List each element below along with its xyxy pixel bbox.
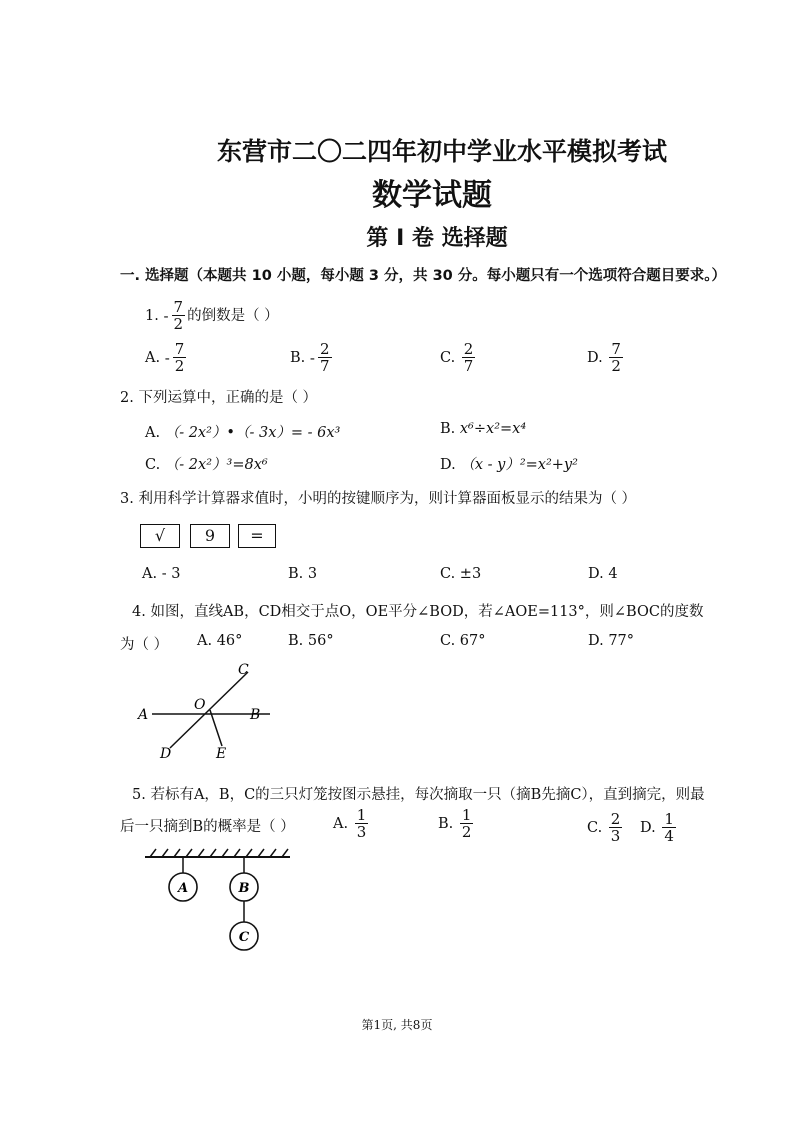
point-c-label: C bbox=[238, 662, 249, 678]
q5-option-c-num: 2 bbox=[610, 810, 621, 828]
q1-option-d-fraction bbox=[609, 342, 623, 374]
q5-option-d-label: D. bbox=[640, 820, 656, 836]
q3-option-d bbox=[588, 566, 618, 582]
q1-option-a-fraction bbox=[173, 342, 187, 374]
q3-option-a-text: - 3 bbox=[161, 566, 181, 582]
question-4-stem-line2: 为（ ） bbox=[120, 637, 169, 653]
lantern-c-label: C bbox=[238, 930, 250, 945]
key-equals-label: = bbox=[250, 526, 264, 545]
q4-option-b-text: 56° bbox=[307, 633, 334, 649]
q3-option-d-label: D. bbox=[588, 566, 604, 582]
question-5-stem-line2: 后一只摘到B的概率是（ ） bbox=[120, 819, 295, 835]
key-equals bbox=[238, 524, 276, 548]
q1-option-a bbox=[145, 342, 188, 374]
sqrt-icon: √ bbox=[154, 526, 166, 545]
q1-fraction-num: 7 bbox=[173, 298, 184, 316]
point-o-label: O bbox=[194, 697, 206, 713]
q1-fraction bbox=[172, 300, 186, 332]
q1-option-b bbox=[290, 342, 334, 374]
q1-option-d-den: 2 bbox=[611, 357, 621, 375]
q5-option-d-den: 4 bbox=[664, 827, 674, 845]
question-2-stem: 2. 下列运算中，正确的是（ ） bbox=[120, 390, 318, 406]
lantern-a-label: A bbox=[177, 881, 189, 896]
q3-option-d-text: 4 bbox=[608, 566, 618, 582]
q3-option-b-label: B. bbox=[288, 566, 304, 582]
question-1 bbox=[145, 300, 279, 332]
q2-option-b-text: x⁶÷x²=x⁴ bbox=[459, 421, 527, 437]
q1-option-b-sign: - bbox=[309, 349, 315, 367]
q2-option-a-text: （- 2x²）•（- 3x）= - 6x³ bbox=[164, 425, 341, 441]
q4-option-a-label: A. bbox=[197, 633, 213, 649]
q1-option-b-num: 2 bbox=[319, 340, 330, 358]
q3-option-a-label: A. bbox=[142, 566, 158, 582]
q5-option-c-den: 3 bbox=[610, 827, 621, 845]
q1-option-c-label: C. bbox=[440, 350, 456, 366]
q1-option-d-num: 7 bbox=[611, 340, 621, 358]
q5-option-d bbox=[640, 812, 678, 844]
q1-option-c-den: 7 bbox=[463, 357, 474, 375]
q5-option-b-fraction bbox=[460, 808, 474, 840]
q4-option-c-label: C. bbox=[440, 633, 456, 649]
q1-option-b-den: 7 bbox=[319, 357, 330, 375]
q3-option-a bbox=[142, 566, 180, 582]
q3-option-c bbox=[440, 566, 481, 582]
lantern-b-label: B bbox=[238, 881, 250, 896]
q1-option-d bbox=[587, 342, 625, 374]
q4-option-b bbox=[288, 633, 334, 649]
point-a-label: A bbox=[138, 707, 149, 723]
q4-option-d-label: D. bbox=[588, 633, 604, 649]
line-cd bbox=[170, 672, 248, 748]
question-3-stem: 3. 利用科学计算器求值时，小明的按键顺序为，则计算器面板显示的结果为（ ） bbox=[120, 491, 637, 507]
q5-option-d-fraction bbox=[662, 812, 676, 844]
q2-option-c-text: （- 2x²）³=8x⁶ bbox=[164, 457, 268, 473]
q5-option-b bbox=[438, 808, 475, 840]
point-e-label: E bbox=[216, 746, 227, 762]
q5-option-a bbox=[333, 808, 370, 840]
q4-figure bbox=[130, 658, 280, 766]
q5-option-a-fraction bbox=[355, 808, 369, 840]
q2-option-d-label: D. bbox=[440, 457, 456, 473]
q3-option-c-text: ±3 bbox=[459, 566, 482, 582]
key-9 bbox=[190, 524, 230, 548]
exam-title: 东营市二〇二四年初中学业水平模拟考试 bbox=[216, 137, 667, 166]
q1-fraction-den: 2 bbox=[173, 315, 184, 333]
q4-option-c-text: 67° bbox=[459, 633, 486, 649]
q2-option-b-label: B. bbox=[440, 421, 456, 437]
q5-option-b-label: B. bbox=[438, 816, 454, 832]
q1-option-c bbox=[440, 342, 477, 374]
q2-option-c-label: C. bbox=[145, 457, 161, 473]
q2-option-d-text: （x - y）²=x²+y² bbox=[460, 457, 578, 473]
q2-option-a-label: A. bbox=[145, 425, 161, 441]
q1-stem-tail: 的倒数是（ ） bbox=[187, 308, 279, 324]
q4-option-b-label: B. bbox=[288, 633, 304, 649]
question-5-stem-line1: 5. 若标有A，B，C的三只灯笼按图示悬挂，每次摘取一只（摘B先摘C），直到摘完，则最 bbox=[132, 787, 705, 803]
section-heading: 一. 选择题（本题共 10 小题，每小题 3 分，共 30 分。每小题只有一个选项符合题目要求。） bbox=[120, 268, 727, 284]
q2-option-c bbox=[145, 453, 268, 474]
point-d-label: D bbox=[160, 746, 172, 762]
q1-option-a-label: A. bbox=[145, 350, 161, 366]
volume-title: 第 I 卷 选择题 bbox=[366, 226, 508, 251]
q5-option-c-fraction bbox=[609, 812, 623, 844]
q5-option-c bbox=[587, 812, 624, 844]
q1-option-b-fraction bbox=[318, 342, 332, 374]
q1-option-a-den: 2 bbox=[174, 357, 185, 375]
question-4-stem-line1: 4. 如图，直线AB，CD相交于点O，OE平分∠BOD，若∠AOE=113°，则∠BOC的度数 bbox=[132, 604, 704, 620]
q5-option-c-label: C. bbox=[587, 820, 603, 836]
q1-number: 1. bbox=[145, 308, 159, 324]
key-9-label: 9 bbox=[204, 526, 216, 545]
q4-option-c bbox=[440, 633, 486, 649]
ray-oe bbox=[210, 710, 222, 746]
q1-option-a-num: 7 bbox=[174, 340, 185, 358]
q1-option-c-fraction bbox=[462, 342, 476, 374]
q4-option-d-text: 77° bbox=[608, 633, 635, 649]
q4-option-d bbox=[588, 633, 634, 649]
q5-option-a-label: A. bbox=[333, 816, 349, 832]
q1-option-c-num: 2 bbox=[463, 340, 474, 358]
page-footer: 第1页, 共8页 bbox=[361, 1018, 433, 1032]
q5-figure bbox=[140, 846, 300, 954]
exam-subtitle: 数学试题 bbox=[372, 178, 492, 213]
q3-option-c-label: C. bbox=[440, 566, 456, 582]
ceiling-hatching bbox=[150, 849, 288, 857]
q2-option-a bbox=[145, 421, 340, 442]
q3-option-b bbox=[288, 566, 317, 582]
q5-option-a-num: 1 bbox=[356, 806, 367, 824]
q5-option-b-den: 2 bbox=[461, 823, 472, 841]
q4-option-a-text: 46° bbox=[216, 633, 243, 649]
q5-option-d-num: 1 bbox=[664, 810, 674, 828]
q1-neg-sign: - bbox=[163, 307, 169, 325]
q1-option-d-label: D. bbox=[587, 350, 603, 366]
q4-option-a bbox=[197, 633, 242, 649]
point-b-label: B bbox=[250, 707, 261, 723]
q2-option-b bbox=[440, 421, 526, 437]
q3-option-b-text: 3 bbox=[307, 566, 318, 582]
key-sqrt bbox=[140, 524, 180, 548]
q1-option-a-sign: - bbox=[164, 349, 170, 367]
q5-option-a-den: 3 bbox=[356, 823, 367, 841]
q2-option-d bbox=[440, 453, 578, 474]
q5-option-b-num: 1 bbox=[461, 806, 472, 824]
q1-option-b-label: B. bbox=[290, 350, 306, 366]
